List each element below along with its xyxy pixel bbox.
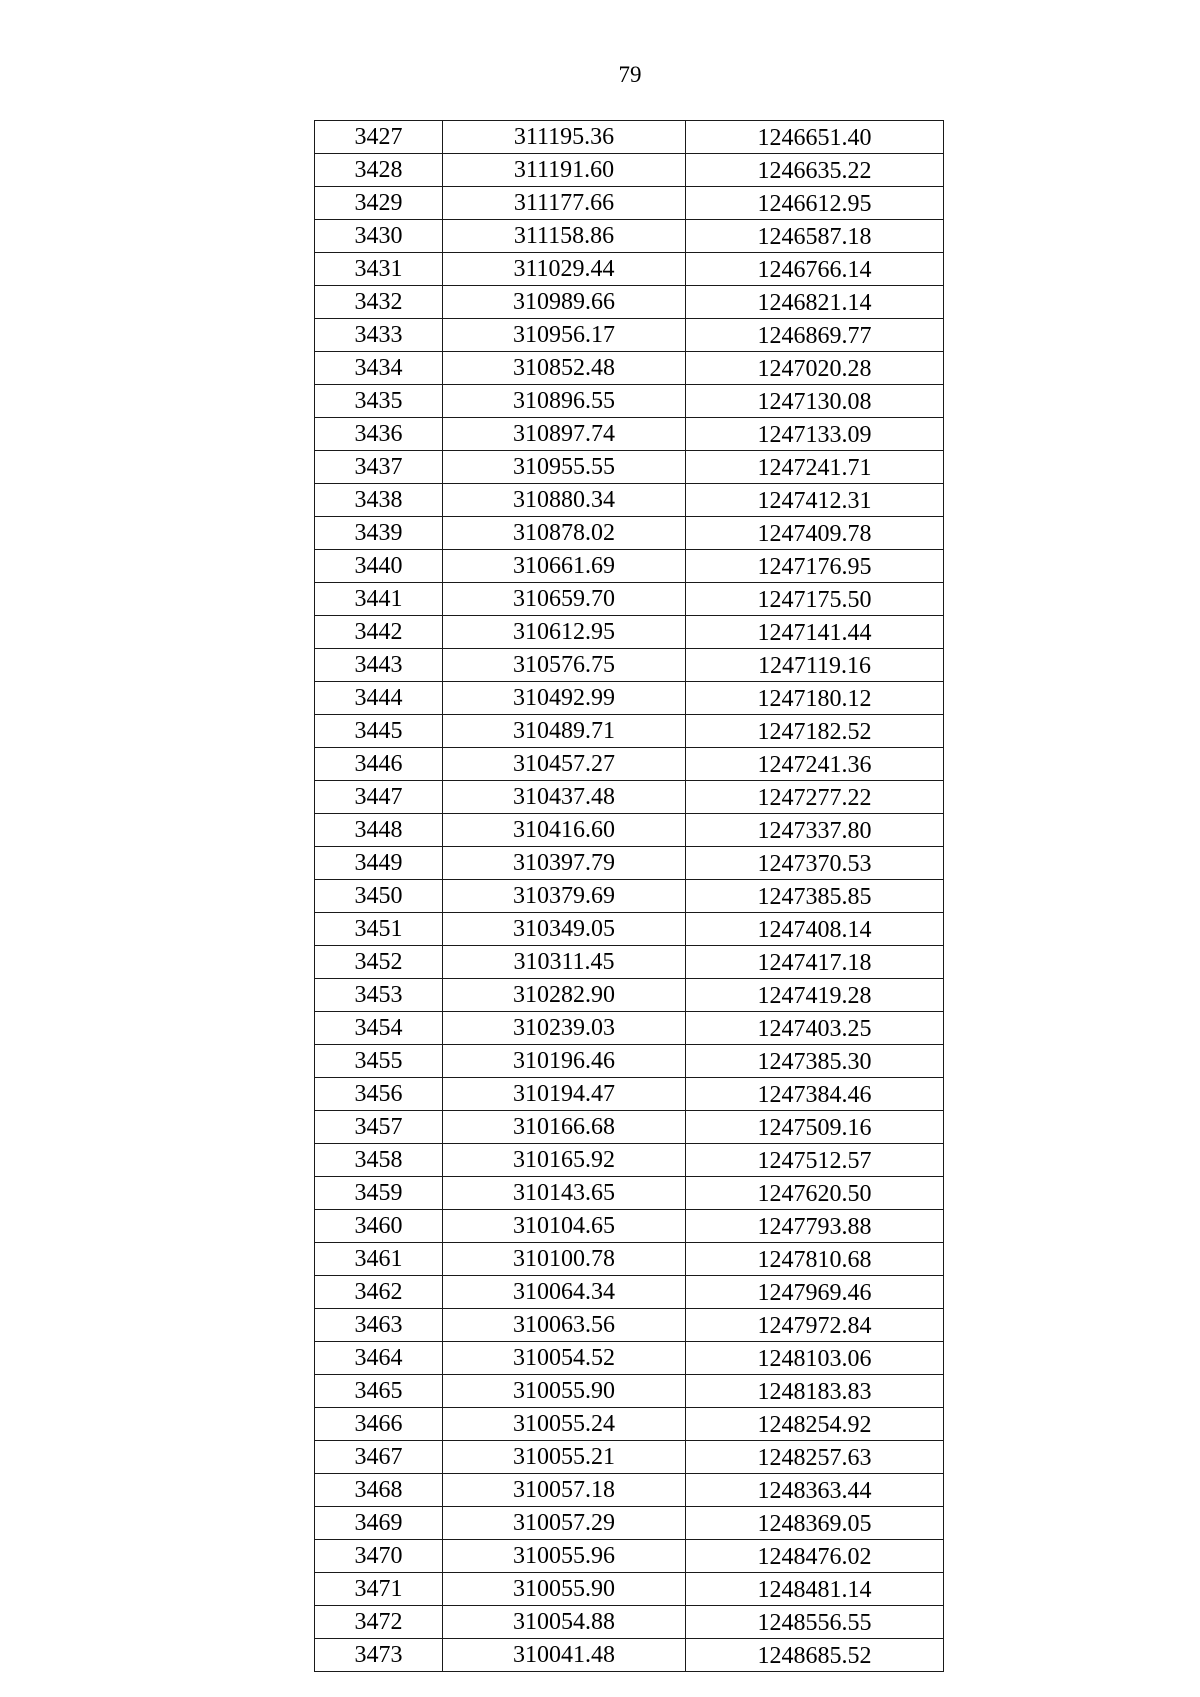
table-row <box>315 1012 944 1045</box>
point-number-cell: 3458 <box>315 1144 443 1177</box>
table-row <box>315 253 944 286</box>
table-row <box>315 814 944 847</box>
table-row <box>315 121 944 154</box>
x-coordinate-cell: 310055.24 <box>443 1408 686 1441</box>
x-coordinate-cell: 310057.29 <box>443 1507 686 1540</box>
table-row <box>315 880 944 913</box>
x-coordinate-cell: 311158.86 <box>443 220 686 253</box>
point-number-cell: 3440 <box>315 550 443 583</box>
point-number-cell: 3472 <box>315 1606 443 1639</box>
y-coordinate-cell: 1247180.12 <box>686 682 944 715</box>
x-coordinate-cell: 310054.52 <box>443 1342 686 1375</box>
table-row <box>315 1342 944 1375</box>
x-coordinate-cell: 310143.65 <box>443 1177 686 1210</box>
x-coordinate-cell: 310166.68 <box>443 1111 686 1144</box>
y-coordinate-cell: 1248476.02 <box>686 1540 944 1573</box>
y-coordinate-cell: 1247133.09 <box>686 418 944 451</box>
table-row <box>315 220 944 253</box>
x-coordinate-cell: 310165.92 <box>443 1144 686 1177</box>
y-coordinate-cell: 1247277.22 <box>686 781 944 814</box>
point-number-cell: 3456 <box>315 1078 443 1111</box>
x-coordinate-cell: 310956.17 <box>443 319 686 352</box>
table-row <box>315 682 944 715</box>
point-number-cell: 3449 <box>315 847 443 880</box>
y-coordinate-cell: 1247417.18 <box>686 946 944 979</box>
x-coordinate-cell: 310196.46 <box>443 1045 686 1078</box>
table-row <box>315 715 944 748</box>
table-row <box>315 1177 944 1210</box>
point-number-cell: 3455 <box>315 1045 443 1078</box>
y-coordinate-cell: 1247409.78 <box>686 517 944 550</box>
x-coordinate-cell: 310576.75 <box>443 649 686 682</box>
table-row <box>315 1375 944 1408</box>
table-row <box>315 517 944 550</box>
table-row <box>315 319 944 352</box>
point-number-cell: 3432 <box>315 286 443 319</box>
x-coordinate-cell: 310661.69 <box>443 550 686 583</box>
table-row <box>315 1144 944 1177</box>
point-number-cell: 3466 <box>315 1408 443 1441</box>
y-coordinate-cell: 1248103.06 <box>686 1342 944 1375</box>
table-row <box>315 748 944 781</box>
x-coordinate-cell: 310659.70 <box>443 583 686 616</box>
y-coordinate-cell: 1247175.50 <box>686 583 944 616</box>
y-coordinate-cell: 1247141.44 <box>686 616 944 649</box>
table-row <box>315 1408 944 1441</box>
table-row <box>315 583 944 616</box>
table-row <box>315 979 944 1012</box>
point-number-cell: 3436 <box>315 418 443 451</box>
y-coordinate-cell: 1247969.46 <box>686 1276 944 1309</box>
x-coordinate-cell: 310055.90 <box>443 1375 686 1408</box>
point-number-cell: 3463 <box>315 1309 443 1342</box>
table-row <box>315 154 944 187</box>
point-number-cell: 3473 <box>315 1639 443 1672</box>
y-coordinate-cell: 1247119.16 <box>686 649 944 682</box>
y-coordinate-cell: 1247241.71 <box>686 451 944 484</box>
x-coordinate-cell: 310612.95 <box>443 616 686 649</box>
x-coordinate-cell: 310989.66 <box>443 286 686 319</box>
x-coordinate-cell: 311195.36 <box>443 121 686 154</box>
point-number-cell: 3439 <box>315 517 443 550</box>
point-number-cell: 3427 <box>315 121 443 154</box>
table-row <box>315 1573 944 1606</box>
point-number-cell: 3452 <box>315 946 443 979</box>
y-coordinate-cell: 1247793.88 <box>686 1210 944 1243</box>
table-row <box>315 484 944 517</box>
table-row <box>315 946 944 979</box>
y-coordinate-cell: 1247408.14 <box>686 913 944 946</box>
y-coordinate-cell: 1247412.31 <box>686 484 944 517</box>
point-number-cell: 3453 <box>315 979 443 1012</box>
table-row <box>315 649 944 682</box>
point-number-cell: 3457 <box>315 1111 443 1144</box>
coordinates-table <box>314 120 944 1672</box>
y-coordinate-cell: 1246651.40 <box>686 121 944 154</box>
point-number-cell: 3447 <box>315 781 443 814</box>
point-number-cell: 3448 <box>315 814 443 847</box>
y-coordinate-cell: 1247337.80 <box>686 814 944 847</box>
y-coordinate-cell: 1247384.46 <box>686 1078 944 1111</box>
table-row <box>315 913 944 946</box>
point-number-cell: 3435 <box>315 385 443 418</box>
point-number-cell: 3446 <box>315 748 443 781</box>
point-number-cell: 3438 <box>315 484 443 517</box>
y-coordinate-cell: 1246587.18 <box>686 220 944 253</box>
table-row <box>315 451 944 484</box>
table-row <box>315 1540 944 1573</box>
x-coordinate-cell: 310055.21 <box>443 1441 686 1474</box>
table-row <box>315 1441 944 1474</box>
table-row <box>315 550 944 583</box>
x-coordinate-cell: 310457.27 <box>443 748 686 781</box>
x-coordinate-cell: 310492.99 <box>443 682 686 715</box>
x-coordinate-cell: 310054.88 <box>443 1606 686 1639</box>
table-row <box>315 1078 944 1111</box>
x-coordinate-cell: 310100.78 <box>443 1243 686 1276</box>
table-row <box>315 418 944 451</box>
y-coordinate-cell: 1248369.05 <box>686 1507 944 1540</box>
table-row <box>315 1210 944 1243</box>
table-row <box>315 352 944 385</box>
page-number: 79 <box>618 62 642 87</box>
x-coordinate-cell: 310416.60 <box>443 814 686 847</box>
y-coordinate-cell: 1247419.28 <box>686 979 944 1012</box>
y-coordinate-cell: 1247403.25 <box>686 1012 944 1045</box>
y-coordinate-cell: 1247182.52 <box>686 715 944 748</box>
table-row <box>315 616 944 649</box>
y-coordinate-cell: 1246821.14 <box>686 286 944 319</box>
point-number-cell: 3433 <box>315 319 443 352</box>
point-number-cell: 3441 <box>315 583 443 616</box>
point-number-cell: 3461 <box>315 1243 443 1276</box>
x-coordinate-cell: 310055.96 <box>443 1540 686 1573</box>
point-number-cell: 3471 <box>315 1573 443 1606</box>
y-coordinate-cell: 1248183.83 <box>686 1375 944 1408</box>
x-coordinate-cell: 310282.90 <box>443 979 686 1012</box>
point-number-cell: 3460 <box>315 1210 443 1243</box>
point-number-cell: 3467 <box>315 1441 443 1474</box>
x-coordinate-cell: 311191.60 <box>443 154 686 187</box>
point-number-cell: 3470 <box>315 1540 443 1573</box>
table-row <box>315 1045 944 1078</box>
point-number-cell: 3444 <box>315 682 443 715</box>
y-coordinate-cell: 1246635.22 <box>686 154 944 187</box>
y-coordinate-cell: 1247810.68 <box>686 1243 944 1276</box>
point-number-cell: 3437 <box>315 451 443 484</box>
y-coordinate-cell: 1247370.53 <box>686 847 944 880</box>
x-coordinate-cell: 310880.34 <box>443 484 686 517</box>
y-coordinate-cell: 1247241.36 <box>686 748 944 781</box>
x-coordinate-cell: 310878.02 <box>443 517 686 550</box>
table-row <box>315 1639 944 1672</box>
point-number-cell: 3429 <box>315 187 443 220</box>
point-number-cell: 3431 <box>315 253 443 286</box>
point-number-cell: 3443 <box>315 649 443 682</box>
table-row <box>315 385 944 418</box>
table-row <box>315 1309 944 1342</box>
table-row <box>315 1243 944 1276</box>
x-coordinate-cell: 310397.79 <box>443 847 686 880</box>
x-coordinate-cell: 310194.47 <box>443 1078 686 1111</box>
x-coordinate-cell: 310064.34 <box>443 1276 686 1309</box>
point-number-cell: 3434 <box>315 352 443 385</box>
table-row <box>315 1474 944 1507</box>
x-coordinate-cell: 310063.56 <box>443 1309 686 1342</box>
x-coordinate-cell: 310489.71 <box>443 715 686 748</box>
point-number-cell: 3469 <box>315 1507 443 1540</box>
y-coordinate-cell: 1248257.63 <box>686 1441 944 1474</box>
y-coordinate-cell: 1248254.92 <box>686 1408 944 1441</box>
y-coordinate-cell: 1247509.16 <box>686 1111 944 1144</box>
point-number-cell: 3430 <box>315 220 443 253</box>
y-coordinate-cell: 1248363.44 <box>686 1474 944 1507</box>
y-coordinate-cell: 1246612.95 <box>686 187 944 220</box>
x-coordinate-cell: 310897.74 <box>443 418 686 451</box>
y-coordinate-cell: 1247385.85 <box>686 880 944 913</box>
point-number-cell: 3454 <box>315 1012 443 1045</box>
point-number-cell: 3468 <box>315 1474 443 1507</box>
x-coordinate-cell: 310041.48 <box>443 1639 686 1672</box>
y-coordinate-cell: 1248556.55 <box>686 1606 944 1639</box>
point-number-cell: 3450 <box>315 880 443 913</box>
x-coordinate-cell: 310437.48 <box>443 781 686 814</box>
table-row <box>315 781 944 814</box>
x-coordinate-cell: 311177.66 <box>443 187 686 220</box>
x-coordinate-cell: 311029.44 <box>443 253 686 286</box>
point-number-cell: 3465 <box>315 1375 443 1408</box>
x-coordinate-cell: 310239.03 <box>443 1012 686 1045</box>
point-number-cell: 3464 <box>315 1342 443 1375</box>
point-number-cell: 3442 <box>315 616 443 649</box>
table-row <box>315 847 944 880</box>
y-coordinate-cell: 1247620.50 <box>686 1177 944 1210</box>
x-coordinate-cell: 310896.55 <box>443 385 686 418</box>
x-coordinate-cell: 310057.18 <box>443 1474 686 1507</box>
y-coordinate-cell: 1246766.14 <box>686 253 944 286</box>
table-row <box>315 286 944 319</box>
point-number-cell: 3462 <box>315 1276 443 1309</box>
y-coordinate-cell: 1247176.95 <box>686 550 944 583</box>
x-coordinate-cell: 310852.48 <box>443 352 686 385</box>
x-coordinate-cell: 310055.90 <box>443 1573 686 1606</box>
y-coordinate-cell: 1246869.77 <box>686 319 944 352</box>
y-coordinate-cell: 1247130.08 <box>686 385 944 418</box>
x-coordinate-cell: 310349.05 <box>443 913 686 946</box>
point-number-cell: 3459 <box>315 1177 443 1210</box>
x-coordinate-cell: 310379.69 <box>443 880 686 913</box>
x-coordinate-cell: 310104.65 <box>443 1210 686 1243</box>
table-row <box>315 1507 944 1540</box>
y-coordinate-cell: 1248685.52 <box>686 1639 944 1672</box>
point-number-cell: 3428 <box>315 154 443 187</box>
x-coordinate-cell: 310311.45 <box>443 946 686 979</box>
table-body <box>315 121 944 1672</box>
point-number-cell: 3445 <box>315 715 443 748</box>
y-coordinate-cell: 1247020.28 <box>686 352 944 385</box>
y-coordinate-cell: 1247512.57 <box>686 1144 944 1177</box>
y-coordinate-cell: 1247972.84 <box>686 1309 944 1342</box>
table-row <box>315 1276 944 1309</box>
x-coordinate-cell: 310955.55 <box>443 451 686 484</box>
y-coordinate-cell: 1247385.30 <box>686 1045 944 1078</box>
table-row <box>315 1111 944 1144</box>
table-row <box>315 187 944 220</box>
point-number-cell: 3451 <box>315 913 443 946</box>
table-row <box>315 1606 944 1639</box>
y-coordinate-cell: 1248481.14 <box>686 1573 944 1606</box>
